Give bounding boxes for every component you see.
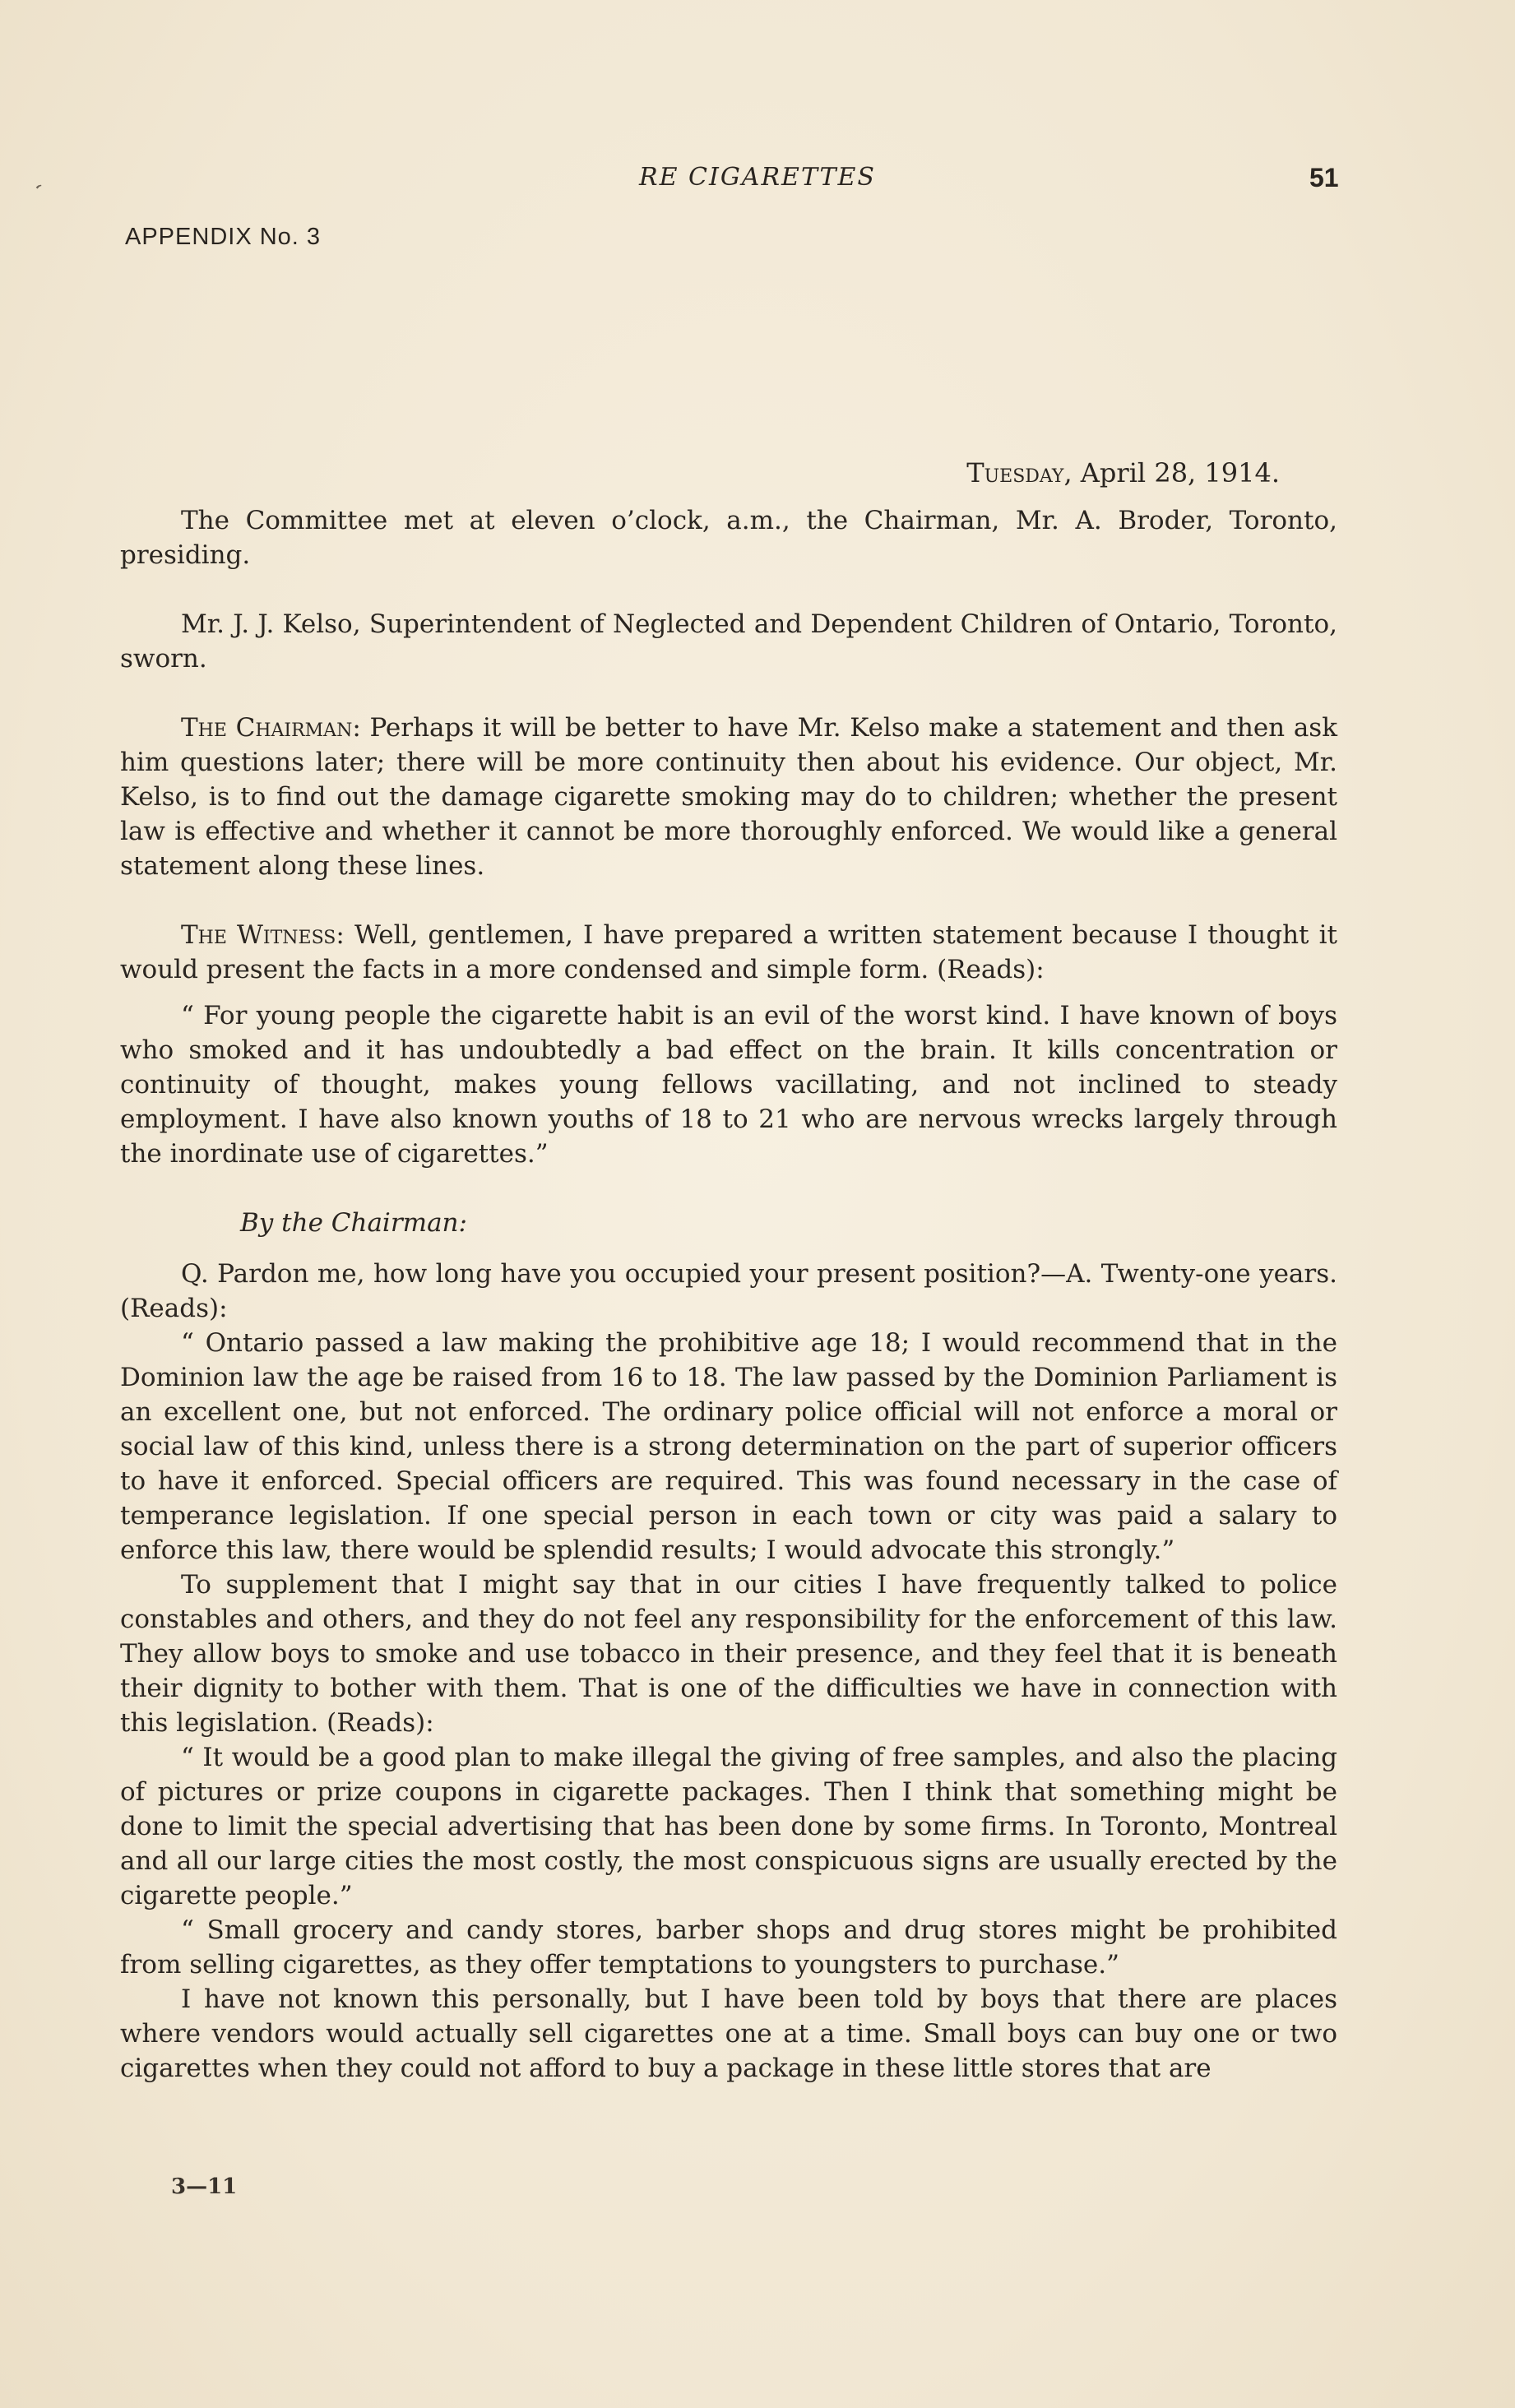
paragraph-committee-met: The Committee met at eleven o’clock, a.m., the Chairman, Mr. A. Broder, Toronto, presiding. xyxy=(120,506,1337,570)
speaker-witness: The Witness: xyxy=(181,920,345,950)
dateline-date: April 28, 1914. xyxy=(1080,457,1280,489)
body-text xyxy=(120,503,1337,2086)
paragraph-witness-statement xyxy=(120,918,1337,987)
paragraph-police-constables: To supplement that I might say that in our cities I have frequently talked to police constables and others, and they do not feel any responsibility for the enforcement of this law. They allow boys to smoke and use tobacco in their presence, and they feel that it is beneath their dignity to bother with them. That is one of the difficulties we have in connection with this legislation. (Reads): xyxy=(120,1570,1337,1738)
signature-mark: 3—11 xyxy=(171,2174,238,2199)
speaker-chairman: The Chairman: xyxy=(181,713,361,743)
dateline xyxy=(905,457,1280,489)
page-number: 51 xyxy=(1309,163,1339,192)
running-title: RE CIGARETTES xyxy=(639,163,876,192)
quote-cigarette-habit: “ For young people the cigarette habit is an evil of the worst kind. I have known of boys who smoked and it has undoubtedly a bad effect on the brain. It kills concentration or continuity of thought, makes young fellows vacillating, and not inclined to steady employment. I have also known youths of 18 to 21 who are nervous wrecks largely through the inordinate use of cigarettes.” xyxy=(120,1001,1337,1169)
paragraph-question-position: Q. Pardon me, how long have you occupied your present position?—A. Twenty-one years. (Reads): xyxy=(120,1259,1337,1323)
stray-mark-icon: ‘ xyxy=(25,179,45,204)
quote-free-samples: “ It would be a good plan to make illegal the giving of free samples, and also the placing of pictures or prize coupons in cigarette packages. Then I think that something might be done to limit the special advertising that has been done by some firms. In Toronto, Montreal and all our large cities the most costly, the most conspicuous signs are usually erected by the cigarette people.” xyxy=(120,1743,1337,1910)
chairman-statement-text: Perhaps it will be better to have Mr. Kelso make a statement and then ask him questions later; there will be more continuity then about his evidence. Our object, Mr. Kelso, is to find out the damage cigarette smoking may do to children; whether the present law is effective and whether it cannot be more thoroughly enforced. We would like a general statement along these lines. xyxy=(120,713,1338,881)
paragraph-witness-sworn: Mr. J. J. Kelso, Superintendent of Neglected and Dependent Children of Ontario, Toronto, sworn. xyxy=(120,609,1337,674)
witness-statement-text: Well, gentlemen, I have prepared a written statement because I thought it would present the facts in a more condensed and simple form. (Reads): xyxy=(120,920,1338,984)
quote-small-stores: “ Small grocery and candy stores, barber shops and drug stores might be prohibited from selling cigarettes, as they offer temptations to youngsters to purchase.” xyxy=(120,1915,1337,1980)
quote-ontario-law: “ Ontario passed a law making the prohibitive age 18; I would recommend that in the Dominion law the age be raised from 16 to 18. The law passed by the Dominion Parliament is an excellent one, but not enforced. The ordinary police official will not enforce a moral or social law of this kind, unless there is a strong determination on the part of superior officers to have it enforced. Special officers are required. This was found necessary in the case of temperance legislation. If one special person in each town or city was paid a salary to enforce this law, there would be splendid results; I would advocate this strongly.” xyxy=(120,1328,1337,1565)
paragraph-chairman-statement xyxy=(120,711,1337,883)
appendix-label: APPENDIX No. 3 xyxy=(125,224,322,250)
paragraph-single-cigarettes: I have not known this personally, but I have been told by boys that there are places where vendors would actually sell cigarettes one at a time. Small boys can buy one or two cigarettes when they could not afford to buy a package in these little stores that are xyxy=(120,1984,1337,2083)
subhead-by-chairman: By the Chairman: xyxy=(240,1208,467,1238)
dateline-day: Tuesday, xyxy=(966,457,1073,489)
